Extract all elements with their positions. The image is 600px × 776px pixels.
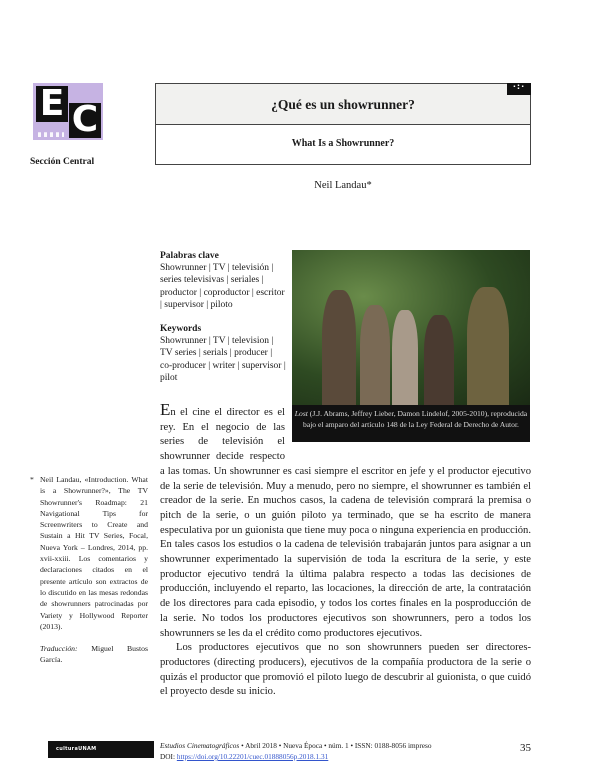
keywords-en-text: Showrunner | TV | television | TV series | serials | producer | co-producer | writer | supervisor | pilot: [160, 336, 286, 383]
doi-link[interactable]: https://doi.org/10.22201/cuec.01888056p.2018.1.31: [176, 752, 329, 761]
footnote-marker: *: [30, 475, 34, 484]
caption-text: (J.J. Abrams, Jeffrey Lieber, Damon Lindelof, 2005-2010), reproducida bajo el amparo del artículo 148 de la Ley Federal de Derecho de Autor.: [303, 409, 528, 429]
doi-label: DOI:: [160, 752, 177, 761]
page-number: 35: [520, 742, 531, 754]
paragraph-1: n el cine el director es el rey. En el negocio de las series de televisión el showrunner decide respecto a las tomas. Un showrunner es casi siempre el escritor en jefe y el productor ejecutivo de la serie de televisión. Muy a menudo, pero no siempre, el showrunner es también el creador de la serie. En muchos casos, la cadena de televisión comprará la premisa o pitch de la serie, o un guión piloto ya terminado, que se ha escrito de manera especulativa por un guionista que tiene muy poca o ninguna experiencia en producción. En tales casos los estudios o la cadena de televisión trabajarán juntos para asignar a un showrunner experimentado la supervisión de toda la escritura de la serie, y este productor ejecutivo tendrá la última palabra respecto a todas las decisiones de producción, incluyendo el reparto, las locaciones, la dirección de arte, la contratación de los directores para cada episodio, y todos los cortes finales en la posproducción de la serie. No todos los productores ejecutivos son showrunners, pero a todos los showrunners se les da el crédito como productores ejecutivos.: [160, 407, 531, 639]
logo-letter-e: E: [36, 86, 68, 122]
journal-info: [160, 740, 431, 762]
section-label: Sección Central: [30, 157, 95, 167]
journal-issue: • Abril 2018 • Nueva Época • núm. 1 • ISSN: 0188-8056 impreso: [239, 741, 432, 750]
author: Neil Landau*: [314, 180, 372, 191]
caption-film-title: Lost: [294, 409, 308, 418]
article-title: ¿Qué es un showrunner?: [156, 84, 530, 125]
title-box: [155, 83, 531, 165]
cultura-unam-logo: culturaUNAM: [56, 746, 97, 752]
paragraph-2: Los productores ejecutivos que no son showrunners pueden ser directores-productores (directing producers), ejecutivos de la compañía productora de la serie o quizás el productor que promovió el piloto luego de descubrir al guionista, o que cuidó el proyecto desde su inicio.: [160, 642, 531, 698]
keywords-en-heading: Keywords: [160, 324, 202, 335]
journal-name: Estudios Cinematográficos: [160, 741, 240, 750]
keywords: [160, 250, 286, 396]
translation-label: Traducción:: [40, 644, 78, 654]
logo-dots: [38, 125, 64, 137]
article-subtitle: What Is a Showrunner?: [291, 138, 395, 149]
drop-cap: E: [160, 400, 171, 419]
article-body: [160, 400, 531, 700]
journal-logo: [33, 83, 103, 140]
logo-letter-c: C: [69, 103, 101, 138]
keywords-es-text: Showrunner | TV | televisión | series televisivas | seriales | productor | coproductor | escritor | supervisor | piloto: [160, 263, 285, 310]
translator: Miguel Bustos García.: [40, 644, 148, 665]
footer-logos: [48, 741, 154, 758]
keywords-es-heading: Palabras clave: [160, 251, 219, 261]
footnote-text: Neil Landau, «Introduction. What is a Showrunner?», The TV Showrunner's Roadmap: 21 Navigational Tips for Screenwriters to Create and Sustain a Hit TV Series, Focal, Nueva York – Londres, 2014, pp. xvii-xxiii. Los comentarios y declaraciones citados en el presente artículo son extractos de lo discutido en las mesas redondas de showrunners patrocinadas por Variety y Hollywood Reporter (2013).: [40, 475, 148, 631]
lost-photo: [292, 250, 530, 405]
footnote: [30, 474, 148, 666]
dots-mark-icon: ·:·: [507, 83, 531, 95]
